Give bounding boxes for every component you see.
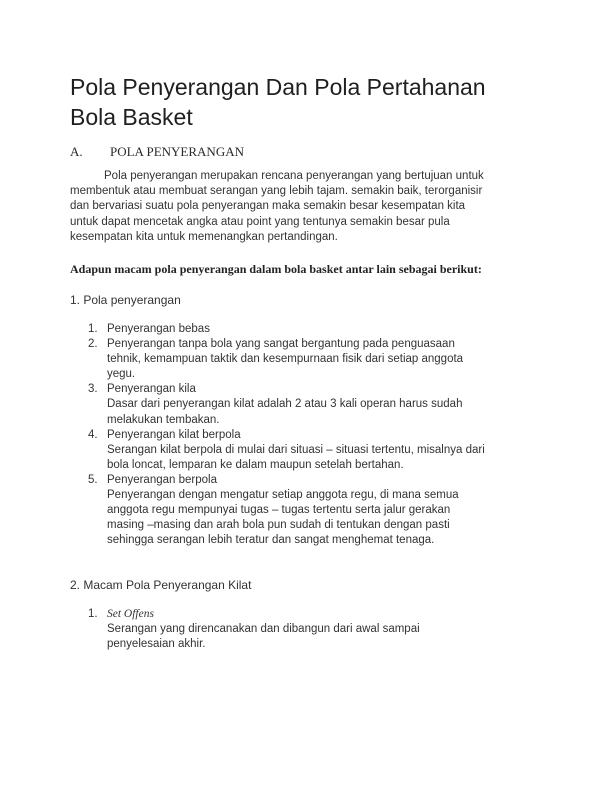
list-item-line: Penyerangan kilat berpola (107, 428, 241, 441)
list-number: 1. (88, 608, 98, 620)
list-item-term: Set Offens (107, 608, 154, 620)
list-number: 1. (88, 323, 98, 335)
list-item (88, 382, 548, 427)
list-item-line: anggota regu mempunyai tugas – tugas tertentu serta jalur gerakan (107, 504, 451, 517)
section-title: POLA PENYERANGAN (110, 144, 244, 159)
list-number: 4. (88, 428, 98, 441)
list-item (88, 607, 548, 652)
list-item-line: melakukan tembakan. (107, 413, 220, 426)
list-item-line: yegu. (107, 368, 136, 381)
title-line: Bola Basket (70, 104, 193, 130)
list-item-line: Dasar dari penyerangan kilat adalah 2 atau 3 kali operan harus sudah (107, 398, 463, 411)
subheading-pola-kilat: 2. Macam Pola Penyerangan Kilat (70, 578, 252, 592)
list-item-line: bola loncat, lemparan ke dalam maupun setelah bertahan. (107, 458, 404, 471)
list-item-line: tehnik, kemampuan taktik dan kesempurnaan fisik dari setiap anggota (107, 353, 464, 366)
list-number: 3. (88, 383, 98, 396)
list-number: 5. (88, 473, 98, 486)
list-item-line: Serangan kilat berpola di mulai dari situasi – situasi tertentu, misalnya dari (107, 443, 485, 456)
paragraph-line: kesempatan kita untuk memenangkan pertandingan. (70, 230, 338, 243)
paragraph-line: Pola penyerangan merupakan rencana penyerangan yang bertujuan untuk (104, 170, 484, 182)
list-item-line: Penyerangan berpola (107, 473, 217, 486)
list-item-line: penyelesaian akhir. (107, 638, 206, 651)
list-item (88, 337, 548, 382)
list-item-line: Penyerangan dengan mengatur setiap anggota regu, di mana semua (107, 489, 459, 502)
list-item-line: sehingga serangan lebih teratur dan sangat menghemat tenaga. (107, 534, 435, 547)
list-item-line: masing –masing dan arah bola pun sudah di tentukan dengan pasti (107, 519, 450, 532)
section-a-heading (70, 144, 244, 160)
list-item (88, 322, 548, 337)
paragraph-line: dan bervariasi suatu pola penyerangan maka semakin besar kesempatan kita (70, 200, 466, 213)
list-item (88, 473, 548, 548)
list-item (88, 428, 548, 473)
intro-paragraph (70, 169, 540, 245)
lead-sentence: Adapun macam pola penyerangan dalam bola basket antar lain sebagai berikut: (70, 262, 482, 276)
paragraph-line: untuk dapat mencetak angka atau point yang tentunya semakin besar pula (70, 215, 450, 228)
document-title (70, 72, 550, 132)
paragraph-line: membentuk atau membuat serangan yang lebih tajam. semakin baik, terorganisir (70, 185, 483, 198)
list-item-line: Serangan yang direncanakan dan dibangun dari awal sampai (107, 623, 420, 636)
subheading-pola-penyerangan: 1. Pola penyerangan (70, 293, 181, 307)
list-number: 2. (88, 338, 98, 351)
numbered-list-penyerangan (88, 322, 548, 548)
list-item-line: Penyerangan tanpa bola yang sangat bergantung pada penguasaan (107, 338, 455, 351)
list-item-line: Penyerangan kila (107, 383, 196, 396)
section-letter: A. (70, 144, 83, 159)
list-item-line: Penyerangan bebas (107, 323, 210, 335)
title-line: Pola Penyerangan Dan Pola Pertahanan (70, 74, 486, 100)
numbered-list-kilat (88, 607, 548, 652)
